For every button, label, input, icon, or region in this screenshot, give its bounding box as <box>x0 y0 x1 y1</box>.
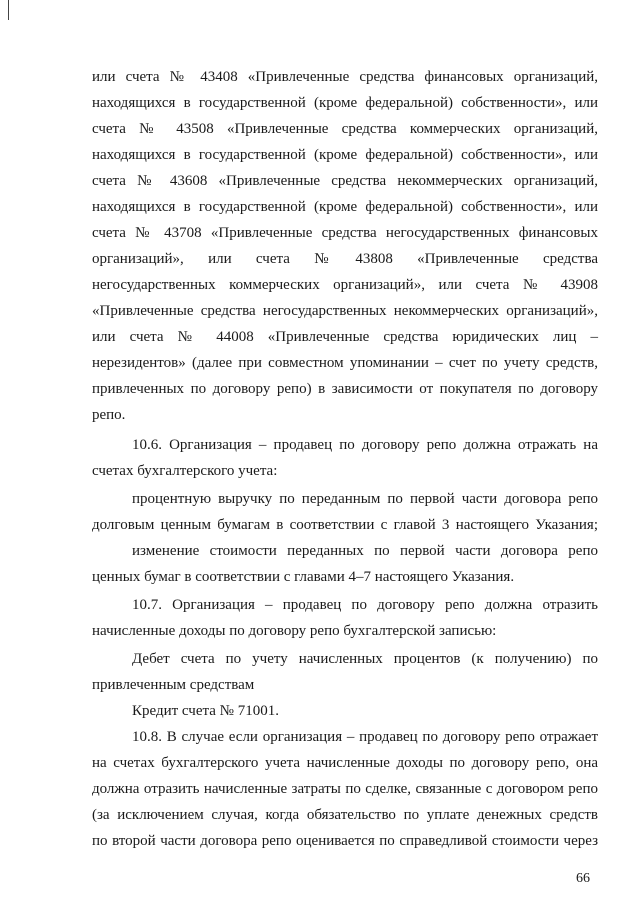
text-line-1: или счета № 43408 «Привлеченные средства финансовых организаций, <box>92 69 598 85</box>
text-line-23: Дебет счета по учету начисленных процентов (к получению) по <box>132 651 598 667</box>
text-line-3: счета № 43508 «Привлеченные средства коммерческих организаций, <box>92 121 598 137</box>
text-line-11: или счета № 44008 «Привлеченные средства юридических лиц – <box>92 329 598 345</box>
text-line-16: счетах бухгалтерского учета: <box>92 463 278 479</box>
text-line-30: по второй части договора репо оценивается по справедливой стоимости через <box>92 833 598 849</box>
text-line-13: привлеченных по договору репо) в зависимости от покупателя по договору <box>92 381 598 397</box>
text-line-15: 10.6. Организация – продавец по договору репо должна отражать на <box>132 437 598 453</box>
text-line-5: счета № 43608 «Привлеченные средства некоммерческих организаций, <box>92 173 598 189</box>
text-line-6: находящихся в государственной (кроме федеральной) собственности», или <box>92 199 598 215</box>
page-number: 66 <box>576 871 590 886</box>
text-line-18: долговым ценным бумагам в соответствии с главой 3 настоящего Указания; <box>92 517 598 533</box>
text-line-17: процентную выручку по переданным по первой части договора репо <box>132 491 598 507</box>
text-line-2: находящихся в государственной (кроме федеральной) собственности», или <box>92 95 598 111</box>
text-line-21: 10.7. Организация – продавец по договору репо должна отразить <box>132 597 598 613</box>
text-line-4: находящихся в государственной (кроме федеральной) собственности», или <box>92 147 598 163</box>
text-line-7: счета № 43708 «Привлеченные средства негосударственных финансовых <box>92 225 598 241</box>
text-line-20: ценных бумаг в соответствии с главами 4–7 настоящего Указания. <box>92 569 515 585</box>
text-line-24: привлеченным средствам <box>92 677 255 693</box>
text-line-29: (за исключением случая, когда обязательство по уплате денежных средств <box>92 807 598 823</box>
text-line-9: негосударственных коммерческих организаций», или счета № 43908 <box>92 277 598 293</box>
text-line-26: 10.8. В случае если организация – продавец по договору репо отражает <box>132 729 598 745</box>
text-line-8: организаций», или счета № 43808 «Привлеченные средства <box>92 251 598 267</box>
scan-edge-mark <box>8 0 9 20</box>
text-line-25: Кредит счета № 71001. <box>132 703 279 719</box>
text-line-28: должна отразить начисленные затраты по сделке, связанные с договором репо <box>92 781 598 797</box>
text-line-27: на счетах бухгалтерского учета начисленные доходы по договору репо, она <box>92 755 598 771</box>
text-line-19: изменение стоимости переданных по первой части договора репо <box>132 543 598 559</box>
text-line-14: репо. <box>92 407 126 423</box>
text-line-12: нерезидентов» (далее при совместном упоминании – счет по учету средств, <box>92 355 598 371</box>
text-line-10: «Привлеченные средства негосударственных некоммерческих организаций», <box>92 303 598 319</box>
text-line-22: начисленные доходы по договору репо бухгалтерской записью: <box>92 623 497 639</box>
